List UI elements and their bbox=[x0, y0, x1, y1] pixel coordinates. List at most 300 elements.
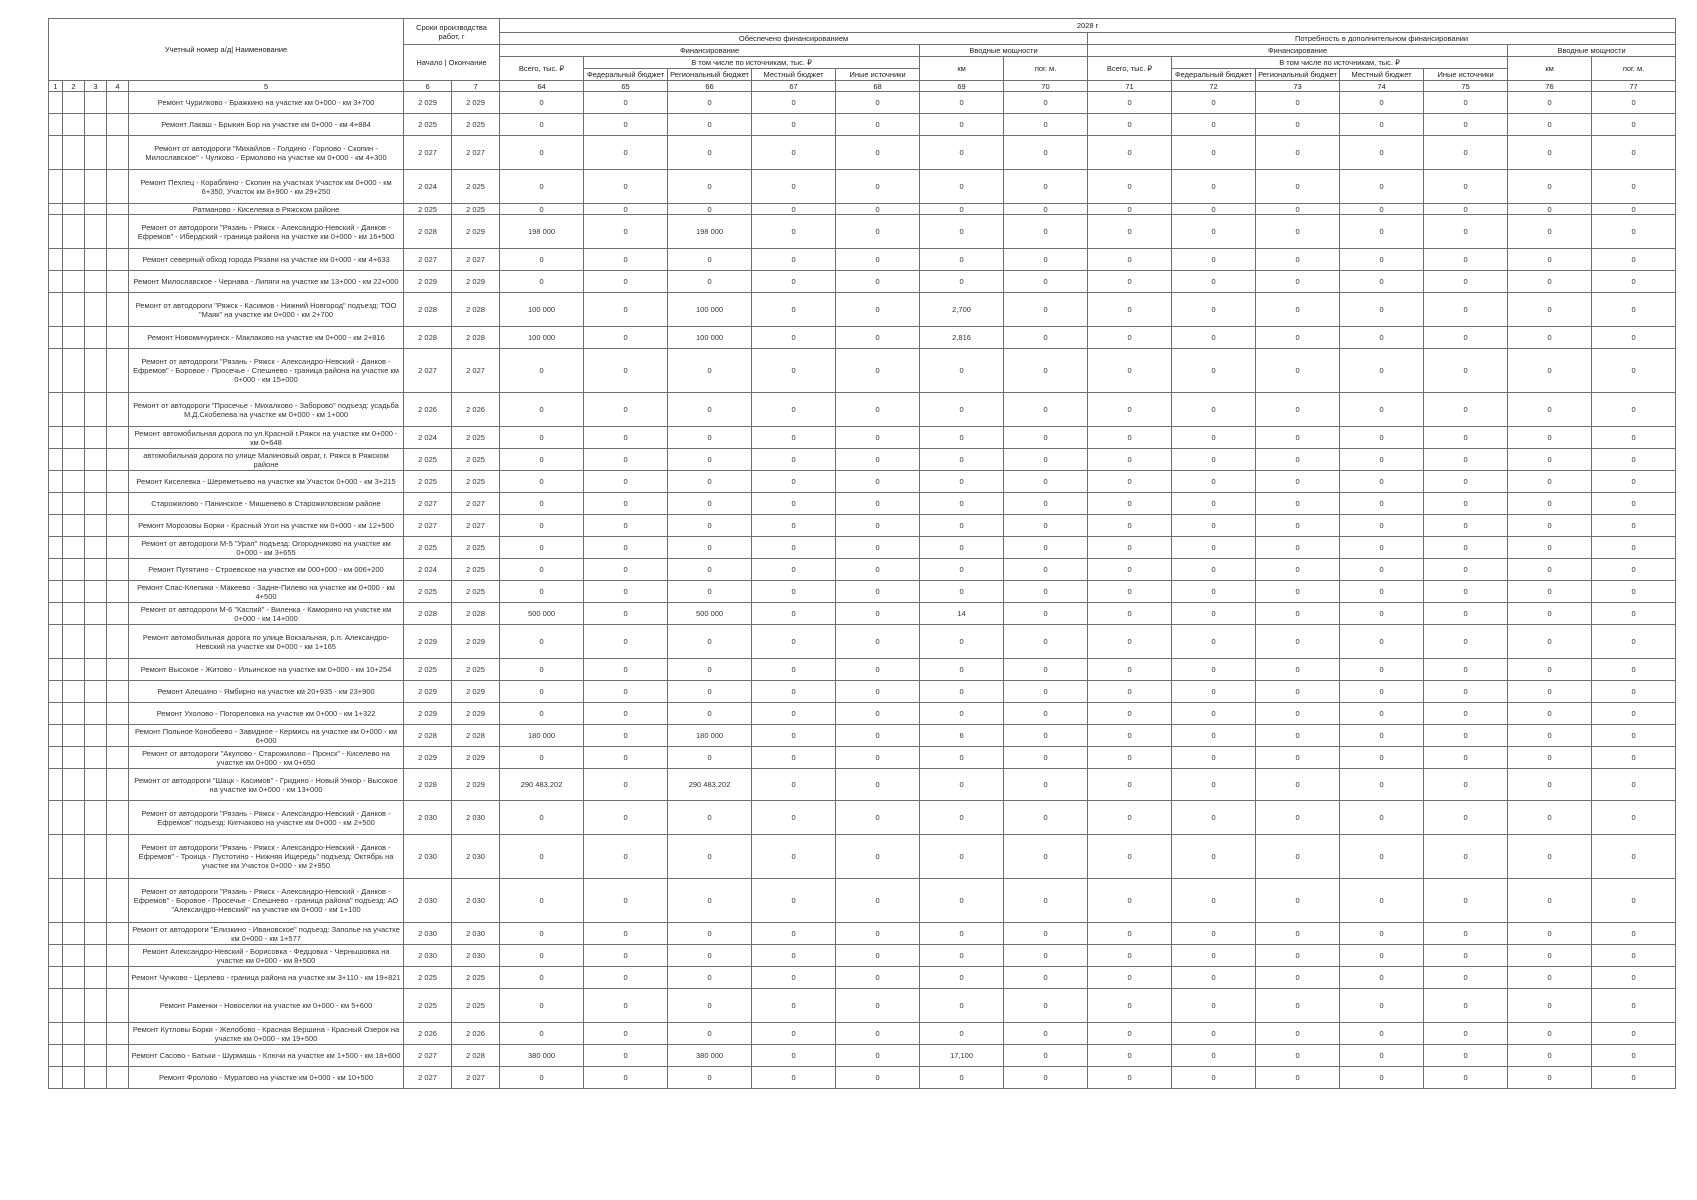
start-year-cell: 2 029 bbox=[404, 625, 452, 659]
value-cell: 0 bbox=[668, 879, 752, 923]
end-year-cell: 2 025 bbox=[452, 114, 500, 136]
column-number: 4 bbox=[107, 81, 129, 92]
blank-cell bbox=[63, 271, 85, 293]
value-cell: 0 bbox=[1508, 92, 1592, 114]
value-cell: 0 bbox=[1340, 114, 1424, 136]
value-cell: 0 bbox=[1004, 215, 1088, 249]
value-cell: 0 bbox=[1508, 681, 1592, 703]
start-year-cell: 2 026 bbox=[404, 1023, 452, 1045]
end-year-cell: 2 029 bbox=[452, 769, 500, 801]
header-km-secured: км bbox=[920, 57, 1004, 81]
value-cell: 0 bbox=[836, 515, 920, 537]
value-cell: 0 bbox=[1088, 581, 1172, 603]
value-cell: 0 bbox=[1508, 581, 1592, 603]
blank-cell bbox=[49, 449, 63, 471]
value-cell: 0 bbox=[584, 989, 668, 1023]
value-cell: 0 bbox=[1424, 92, 1508, 114]
value-cell: 0 bbox=[752, 537, 836, 559]
value-cell: 0 bbox=[752, 725, 836, 747]
blank-cell bbox=[63, 559, 85, 581]
blank-cell bbox=[107, 747, 129, 769]
value-cell: 0 bbox=[752, 1023, 836, 1045]
value-cell: 0 bbox=[920, 967, 1004, 989]
value-cell: 0 bbox=[1172, 136, 1256, 170]
header-total-need: Всего, тыс. ₽ bbox=[1088, 57, 1172, 81]
value-cell: 0 bbox=[584, 170, 668, 204]
value-cell: 0 bbox=[584, 559, 668, 581]
value-cell: 0 bbox=[1592, 559, 1676, 581]
value-cell: 0 bbox=[1256, 293, 1340, 327]
road-name-cell: Ремонт Чучково - Церлево - граница района на участке км 3+110 - км 19+821 bbox=[129, 967, 404, 989]
value-cell: 0 bbox=[920, 801, 1004, 835]
value-cell: 0 bbox=[1340, 271, 1424, 293]
value-cell: 0 bbox=[1004, 170, 1088, 204]
value-cell: 2,700 bbox=[920, 293, 1004, 327]
blank-cell bbox=[85, 215, 107, 249]
header-local-need: Местный бюджет bbox=[1340, 69, 1424, 81]
value-cell: 0 bbox=[1088, 204, 1172, 215]
end-year-cell: 2 026 bbox=[452, 393, 500, 427]
value-cell: 0 bbox=[1088, 537, 1172, 559]
value-cell: 0 bbox=[1424, 923, 1508, 945]
table-row bbox=[49, 725, 1676, 747]
blank-cell bbox=[49, 725, 63, 747]
start-year-cell: 2 025 bbox=[404, 114, 452, 136]
value-cell: 0 bbox=[752, 515, 836, 537]
value-cell: 0 bbox=[584, 349, 668, 393]
value-cell: 0 bbox=[1172, 1067, 1256, 1089]
value-cell: 0 bbox=[1340, 215, 1424, 249]
value-cell: 0 bbox=[668, 559, 752, 581]
value-cell: 0 bbox=[1256, 249, 1340, 271]
blank-cell bbox=[63, 349, 85, 393]
value-cell: 0 bbox=[1340, 170, 1424, 204]
value-cell: 0 bbox=[1340, 747, 1424, 769]
value-cell: 0 bbox=[1592, 1023, 1676, 1045]
value-cell: 0 bbox=[668, 923, 752, 945]
value-cell: 0 bbox=[836, 879, 920, 923]
value-cell: 0 bbox=[1172, 581, 1256, 603]
value-cell: 0 bbox=[1256, 349, 1340, 393]
start-year-cell: 2 030 bbox=[404, 923, 452, 945]
start-year-cell: 2 026 bbox=[404, 393, 452, 427]
value-cell: 0 bbox=[1256, 989, 1340, 1023]
start-year-cell: 2 029 bbox=[404, 703, 452, 725]
blank-cell bbox=[49, 515, 63, 537]
value-cell: 0 bbox=[1088, 449, 1172, 471]
value-cell: 0 bbox=[1424, 945, 1508, 967]
value-cell: 0 bbox=[920, 515, 1004, 537]
road-name-cell: Ремонт Чурилково - Бражкино на участке км 0+000 - км 3+700 bbox=[129, 92, 404, 114]
value-cell: 0 bbox=[1592, 92, 1676, 114]
road-name-cell: Ремонт от автодороги "Просечье - Михалково - Заборово" подъезд: усадьба М.Д.Скобелева на участке км 0+000 - км 1+000 bbox=[129, 393, 404, 427]
value-cell: 0 bbox=[668, 136, 752, 170]
value-cell: 0 bbox=[1256, 835, 1340, 879]
value-cell: 0 bbox=[1508, 879, 1592, 923]
value-cell: 0 bbox=[1424, 879, 1508, 923]
value-cell: 0 bbox=[836, 747, 920, 769]
value-cell: 0 bbox=[1088, 681, 1172, 703]
value-cell: 0 bbox=[1592, 769, 1676, 801]
value-cell: 0 bbox=[1256, 271, 1340, 293]
value-cell: 0 bbox=[1088, 625, 1172, 659]
value-cell: 0 bbox=[836, 427, 920, 449]
value-cell: 0 bbox=[1004, 449, 1088, 471]
value-cell: 0 bbox=[1256, 170, 1340, 204]
blank-cell bbox=[107, 659, 129, 681]
blank-cell bbox=[107, 945, 129, 967]
value-cell: 0 bbox=[500, 703, 584, 725]
value-cell: 0 bbox=[500, 681, 584, 703]
end-year-cell: 2 027 bbox=[452, 1067, 500, 1089]
start-year-cell: 2 025 bbox=[404, 659, 452, 681]
value-cell: 0 bbox=[1424, 393, 1508, 427]
road-name-cell: Ремонт Фролово - Муратово на участке км 0+000 - км 10+500 bbox=[129, 1067, 404, 1089]
column-number: 72 bbox=[1172, 81, 1256, 92]
value-cell: 0 bbox=[920, 1023, 1004, 1045]
road-name-cell: Ремонт Алешино - Ямбирно на участке км 20+935 - км 23+900 bbox=[129, 681, 404, 703]
value-cell: 0 bbox=[1004, 1023, 1088, 1045]
value-cell: 0 bbox=[500, 625, 584, 659]
end-year-cell: 2 029 bbox=[452, 92, 500, 114]
blank-cell bbox=[49, 493, 63, 515]
value-cell: 0 bbox=[584, 393, 668, 427]
value-cell: 0 bbox=[752, 1067, 836, 1089]
value-cell: 0 bbox=[1508, 725, 1592, 747]
table-row bbox=[49, 1045, 1676, 1067]
header-financing-need: Финансирование bbox=[1088, 45, 1508, 57]
table-row bbox=[49, 603, 1676, 625]
header-total-secured: Всего, тыс. ₽ bbox=[500, 57, 584, 81]
table-row bbox=[49, 293, 1676, 327]
value-cell: 180 000 bbox=[668, 725, 752, 747]
column-number: 69 bbox=[920, 81, 1004, 92]
start-year-cell: 2 024 bbox=[404, 170, 452, 204]
value-cell: 0 bbox=[1004, 427, 1088, 449]
value-cell: 0 bbox=[1172, 945, 1256, 967]
blank-cell bbox=[63, 92, 85, 114]
end-year-cell: 2 025 bbox=[452, 537, 500, 559]
value-cell: 0 bbox=[500, 449, 584, 471]
header-start-end: Начало | Окончание bbox=[404, 45, 500, 81]
table-row bbox=[49, 170, 1676, 204]
value-cell: 0 bbox=[1088, 249, 1172, 271]
value-cell: 0 bbox=[752, 449, 836, 471]
blank-cell bbox=[85, 327, 107, 349]
end-year-cell: 2 030 bbox=[452, 835, 500, 879]
end-year-cell: 2 025 bbox=[452, 989, 500, 1023]
column-number: 75 bbox=[1424, 81, 1508, 92]
blank-cell bbox=[63, 659, 85, 681]
end-year-cell: 2 025 bbox=[452, 170, 500, 204]
value-cell: 0 bbox=[920, 625, 1004, 659]
value-cell: 0 bbox=[500, 747, 584, 769]
value-cell: 0 bbox=[584, 879, 668, 923]
blank-cell bbox=[107, 625, 129, 659]
value-cell: 0 bbox=[1592, 537, 1676, 559]
blank-cell bbox=[63, 427, 85, 449]
blank-cell bbox=[63, 537, 85, 559]
blank-cell bbox=[85, 349, 107, 393]
blank-cell bbox=[63, 835, 85, 879]
blank-cell bbox=[49, 967, 63, 989]
value-cell: 0 bbox=[1256, 515, 1340, 537]
value-cell: 0 bbox=[668, 515, 752, 537]
value-cell: 0 bbox=[1256, 603, 1340, 625]
blank-cell bbox=[49, 681, 63, 703]
value-cell: 0 bbox=[920, 136, 1004, 170]
start-year-cell: 2 030 bbox=[404, 801, 452, 835]
road-name-cell: Ремонт Новомичуринск - Маклаково на участке км 0+000 - км 2+816 bbox=[129, 327, 404, 349]
end-year-cell: 2 029 bbox=[452, 625, 500, 659]
blank-cell bbox=[63, 769, 85, 801]
value-cell: 0 bbox=[1088, 603, 1172, 625]
value-cell: 0 bbox=[1088, 1023, 1172, 1045]
value-cell: 500 000 bbox=[668, 603, 752, 625]
header-secured: Обеспечено финансированием bbox=[500, 33, 1088, 45]
road-name-cell: Ремонт Ухолово - Погореловка на участке км 0+000 - км 1+322 bbox=[129, 703, 404, 725]
blank-cell bbox=[85, 945, 107, 967]
value-cell: 0 bbox=[752, 703, 836, 725]
value-cell: 0 bbox=[1088, 801, 1172, 835]
value-cell: 0 bbox=[1424, 136, 1508, 170]
blank-cell bbox=[107, 92, 129, 114]
blank-cell bbox=[49, 249, 63, 271]
end-year-cell: 2 029 bbox=[452, 681, 500, 703]
blank-cell bbox=[49, 1045, 63, 1067]
value-cell: 0 bbox=[1088, 1045, 1172, 1067]
value-cell: 0 bbox=[584, 1023, 668, 1045]
value-cell: 0 bbox=[1508, 659, 1592, 681]
value-cell: 0 bbox=[752, 136, 836, 170]
column-number: 65 bbox=[584, 81, 668, 92]
table-row bbox=[49, 92, 1676, 114]
value-cell: 0 bbox=[1088, 493, 1172, 515]
value-cell: 0 bbox=[1340, 945, 1424, 967]
value-cell: 0 bbox=[1592, 515, 1676, 537]
table-row bbox=[49, 249, 1676, 271]
value-cell: 0 bbox=[668, 989, 752, 1023]
value-cell: 0 bbox=[584, 603, 668, 625]
value-cell: 100 000 bbox=[668, 293, 752, 327]
value-cell: 0 bbox=[920, 581, 1004, 603]
end-year-cell: 2 029 bbox=[452, 703, 500, 725]
table-row bbox=[49, 801, 1676, 835]
blank-cell bbox=[107, 703, 129, 725]
value-cell: 0 bbox=[1340, 835, 1424, 879]
blank-cell bbox=[85, 427, 107, 449]
value-cell: 0 bbox=[668, 204, 752, 215]
value-cell: 0 bbox=[1424, 349, 1508, 393]
blank-cell bbox=[49, 659, 63, 681]
value-cell: 0 bbox=[668, 967, 752, 989]
value-cell: 0 bbox=[836, 625, 920, 659]
blank-cell bbox=[85, 515, 107, 537]
value-cell: 0 bbox=[1424, 471, 1508, 493]
value-cell: 0 bbox=[920, 393, 1004, 427]
value-cell: 0 bbox=[1340, 1045, 1424, 1067]
value-cell: 0 bbox=[752, 427, 836, 449]
table-row bbox=[49, 471, 1676, 493]
value-cell: 0 bbox=[584, 967, 668, 989]
value-cell: 0 bbox=[1004, 493, 1088, 515]
value-cell: 0 bbox=[1340, 681, 1424, 703]
value-cell: 0 bbox=[1088, 136, 1172, 170]
value-cell: 0 bbox=[1592, 967, 1676, 989]
column-number: 3 bbox=[85, 81, 107, 92]
column-number: 73 bbox=[1256, 81, 1340, 92]
start-year-cell: 2 025 bbox=[404, 581, 452, 603]
value-cell: 0 bbox=[1340, 136, 1424, 170]
value-cell: 0 bbox=[1592, 327, 1676, 349]
value-cell: 0 bbox=[836, 249, 920, 271]
value-cell: 0 bbox=[1508, 393, 1592, 427]
value-cell: 0 bbox=[752, 327, 836, 349]
value-cell: 0 bbox=[668, 471, 752, 493]
value-cell: 0 bbox=[1592, 204, 1676, 215]
value-cell: 0 bbox=[920, 747, 1004, 769]
value-cell: 0 bbox=[836, 1067, 920, 1089]
value-cell: 0 bbox=[1424, 170, 1508, 204]
value-cell: 0 bbox=[1508, 835, 1592, 879]
value-cell: 0 bbox=[1088, 945, 1172, 967]
value-cell: 0 bbox=[1172, 1023, 1256, 1045]
blank-cell bbox=[63, 801, 85, 835]
value-cell: 0 bbox=[836, 170, 920, 204]
value-cell: 0 bbox=[752, 967, 836, 989]
road-name-cell: Ремонт Раменки - Новоселки на участке км 0+000 - км 5+600 bbox=[129, 989, 404, 1023]
value-cell: 0 bbox=[1256, 923, 1340, 945]
blank-cell bbox=[63, 215, 85, 249]
value-cell: 0 bbox=[1088, 393, 1172, 427]
value-cell: 0 bbox=[1424, 1045, 1508, 1067]
value-cell: 0 bbox=[1424, 703, 1508, 725]
table-row bbox=[49, 967, 1676, 989]
value-cell: 0 bbox=[584, 471, 668, 493]
end-year-cell: 2 025 bbox=[452, 559, 500, 581]
value-cell: 0 bbox=[1424, 989, 1508, 1023]
road-name-cell: Ремонт от автодороги М-5 "Урал" подъезд: Огородниково на участке км 0+000 - км 3+655 bbox=[129, 537, 404, 559]
blank-cell bbox=[49, 349, 63, 393]
start-year-cell: 2 025 bbox=[404, 989, 452, 1023]
value-cell: 0 bbox=[1088, 293, 1172, 327]
road-name-cell: Ремонт Пехлец - Кораблино - Скопин на участках Участок км 0+000 - км 6+350, Участок км 8+900 - км 29+250 bbox=[129, 170, 404, 204]
end-year-cell: 2 027 bbox=[452, 249, 500, 271]
value-cell: 0 bbox=[1424, 967, 1508, 989]
blank-cell bbox=[49, 271, 63, 293]
blank-cell bbox=[49, 581, 63, 603]
value-cell: 0 bbox=[1508, 327, 1592, 349]
start-year-cell: 2 028 bbox=[404, 327, 452, 349]
value-cell: 0 bbox=[752, 581, 836, 603]
value-cell: 0 bbox=[1004, 945, 1088, 967]
value-cell: 0 bbox=[1088, 923, 1172, 945]
table-row bbox=[49, 923, 1676, 945]
value-cell: 0 bbox=[1088, 835, 1172, 879]
value-cell: 0 bbox=[1172, 879, 1256, 923]
value-cell: 0 bbox=[1004, 581, 1088, 603]
table-row bbox=[49, 747, 1676, 769]
value-cell: 0 bbox=[500, 114, 584, 136]
value-cell: 0 bbox=[1256, 681, 1340, 703]
start-year-cell: 2 027 bbox=[404, 515, 452, 537]
road-name-cell: Ремонт автомобильная дорога по улице Вокзальная, р.п. Александро-Невский на участке км 0+000 - км 1+165 bbox=[129, 625, 404, 659]
value-cell: 0 bbox=[1508, 625, 1592, 659]
blank-cell bbox=[107, 769, 129, 801]
blank-cell bbox=[85, 769, 107, 801]
blank-cell bbox=[85, 471, 107, 493]
blank-cell bbox=[107, 581, 129, 603]
value-cell: 0 bbox=[1592, 1045, 1676, 1067]
blank-cell bbox=[85, 493, 107, 515]
value-cell: 0 bbox=[836, 835, 920, 879]
value-cell: 0 bbox=[1340, 967, 1424, 989]
start-year-cell: 2 025 bbox=[404, 471, 452, 493]
value-cell: 0 bbox=[1592, 603, 1676, 625]
value-cell: 0 bbox=[920, 923, 1004, 945]
value-cell: 0 bbox=[584, 215, 668, 249]
value-cell: 0 bbox=[1424, 769, 1508, 801]
end-year-cell: 2 025 bbox=[452, 659, 500, 681]
value-cell: 0 bbox=[1592, 945, 1676, 967]
column-number: 66 bbox=[668, 81, 752, 92]
value-cell: 0 bbox=[836, 967, 920, 989]
header-regional-need: Региональный бюджет bbox=[1256, 69, 1340, 81]
value-cell: 0 bbox=[1592, 271, 1676, 293]
value-cell: 0 bbox=[1424, 215, 1508, 249]
value-cell: 100 000 bbox=[668, 327, 752, 349]
value-cell: 0 bbox=[668, 114, 752, 136]
column-number: 67 bbox=[752, 81, 836, 92]
value-cell: 0 bbox=[920, 769, 1004, 801]
value-cell: 0 bbox=[668, 747, 752, 769]
value-cell: 0 bbox=[584, 449, 668, 471]
value-cell: 0 bbox=[1508, 427, 1592, 449]
value-cell: 0 bbox=[1508, 703, 1592, 725]
column-number: 68 bbox=[836, 81, 920, 92]
value-cell: 0 bbox=[1508, 1023, 1592, 1045]
value-cell: 0 bbox=[1004, 327, 1088, 349]
value-cell: 0 bbox=[584, 581, 668, 603]
value-cell: 0 bbox=[1004, 1067, 1088, 1089]
value-cell: 0 bbox=[668, 427, 752, 449]
road-name-cell: Ремонт от автодороги "Рязань - Ряжск - Александро-Невский - Данков - Ефремов" подъезд: Кипчаково на участке км 0+000 - км 2+500 bbox=[129, 801, 404, 835]
value-cell: 0 bbox=[1172, 170, 1256, 204]
value-cell: 0 bbox=[1172, 449, 1256, 471]
value-cell: 0 bbox=[1592, 136, 1676, 170]
value-cell: 0 bbox=[1592, 471, 1676, 493]
value-cell: 0 bbox=[920, 204, 1004, 215]
blank-cell bbox=[63, 747, 85, 769]
value-cell: 0 bbox=[1004, 703, 1088, 725]
value-cell: 0 bbox=[1592, 747, 1676, 769]
value-cell: 0 bbox=[1424, 1067, 1508, 1089]
value-cell: 0 bbox=[1256, 625, 1340, 659]
value-cell: 0 bbox=[836, 114, 920, 136]
value-cell: 0 bbox=[920, 271, 1004, 293]
blank-cell bbox=[49, 427, 63, 449]
value-cell: 0 bbox=[584, 515, 668, 537]
value-cell: 0 bbox=[1424, 603, 1508, 625]
value-cell: 0 bbox=[1592, 393, 1676, 427]
value-cell: 0 bbox=[1592, 170, 1676, 204]
value-cell: 0 bbox=[1088, 989, 1172, 1023]
blank-cell bbox=[63, 879, 85, 923]
blank-cell bbox=[85, 114, 107, 136]
end-year-cell: 2 029 bbox=[452, 215, 500, 249]
value-cell: 0 bbox=[1088, 170, 1172, 204]
value-cell: 100 000 bbox=[500, 327, 584, 349]
